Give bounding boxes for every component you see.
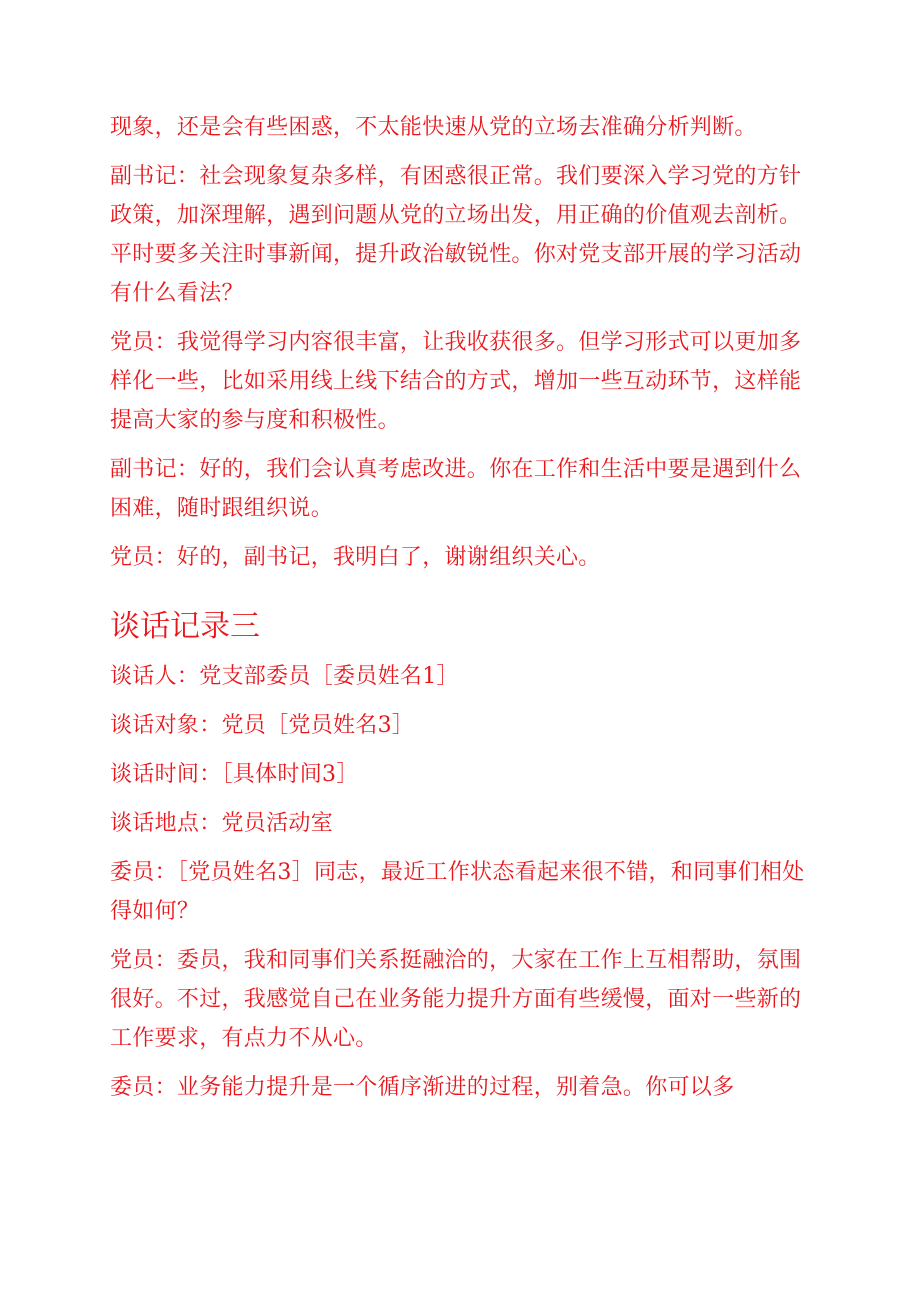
- paragraph: 现象，还是会有些困惑，不太能快速从党的立场去准确分析判断。: [110, 115, 757, 140]
- meta-place: 谈话地点：党员活动室: [110, 811, 334, 836]
- meta-speaker: 谈话人：党支部委员［委员姓名1］: [110, 664, 459, 689]
- document-page: [110, 108, 810, 1117]
- paragraph: 副书记：好的，我们会认真考虑改进。你在工作和生活中要是遇到什么困难，随时跟组织说。: [110, 457, 802, 521]
- paragraph: 委员：业务能力提升是一个循序渐进的过程，别着急。你可以多: [110, 1075, 735, 1100]
- paragraph: 委员：［党员姓名3］同志，最近工作状态看起来很不错，和同事们相处得如何？: [110, 860, 805, 924]
- meta-target: 谈话对象：党员［党员姓名3］: [110, 713, 415, 738]
- paragraph: 党员：好的，副书记，我明白了，谢谢组织关心。: [110, 545, 601, 570]
- section-title: 谈话记录三: [110, 609, 260, 644]
- paragraph: 党员：委员，我和同事们关系挺融洽的，大家在工作上互相帮助，氛围很好。不过，我感觉自己在业务能力提升方面有些缓慢，面对一些新的工作要求，有点力不从心。: [110, 948, 802, 1051]
- paragraph: 党员：我觉得学习内容很丰富，让我收获很多。但学习形式可以更加多样化一些，比如采用线上线下结合的方式，增加一些互动环节，这样能提高大家的参与度和积极性。: [110, 330, 802, 433]
- paragraph: 副书记：社会现象复杂多样，有困惑很正常。我们要深入学习党的方针政策，加深理解，遇到问题从党的立场出发，用正确的价值观去剖析。平时要多关注时事新闻，提升政治敏锐性。你对党支部开展的学习活动有什么看法？: [110, 164, 802, 306]
- meta-time: 谈话时间：［具体时间3］: [110, 762, 359, 787]
